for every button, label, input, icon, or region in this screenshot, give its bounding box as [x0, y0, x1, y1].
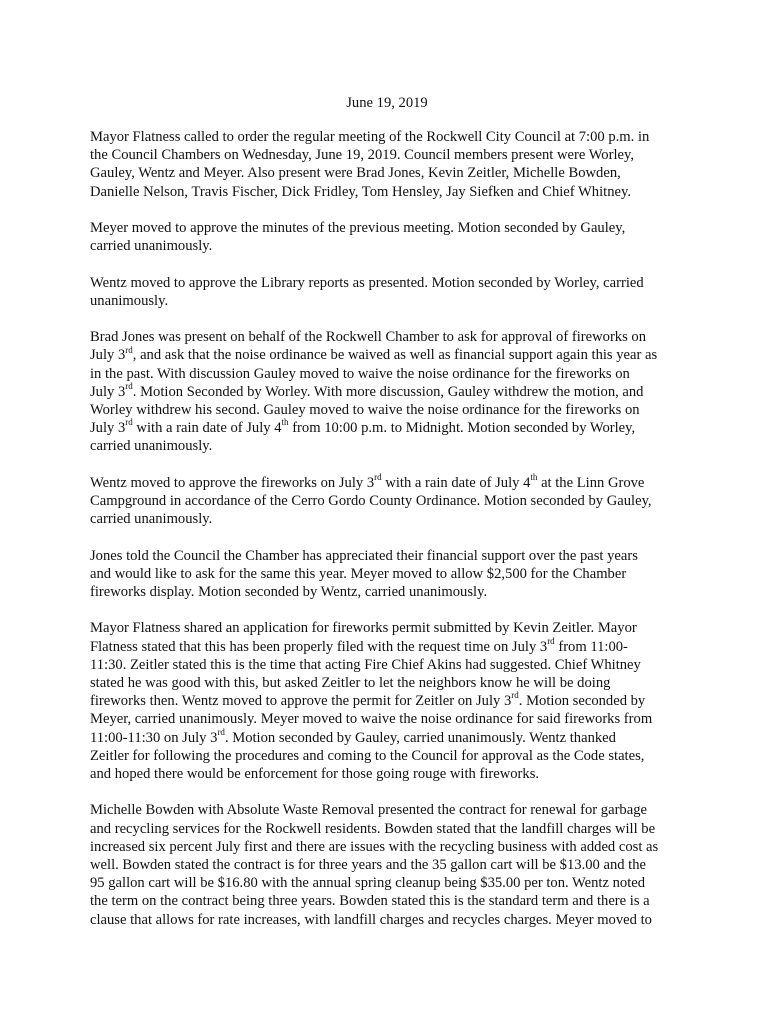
text-line: July 3rd. Motion Seconded by Worley. With more discussion, Gauley withdrew the motion, and	[90, 380, 644, 400]
paragraph	[90, 547, 688, 602]
text-line: Jones told the Council the Chamber has appreciated their financial support over the past years	[90, 547, 638, 564]
text-line: and recycling services for the Rockwell residents. Bowden stated that the landfill charges will be	[90, 820, 656, 837]
paragraph	[90, 219, 688, 255]
ordinal-suffix: th	[530, 471, 538, 482]
paragraph	[90, 274, 688, 310]
text-line: July 3rd, and ask that the noise ordinance be waived as well as financial support again this year as	[90, 344, 658, 364]
text-line: and hoped there would be enforcement for those going rouge with fireworks.	[90, 766, 540, 783]
text-line: carried unanimously.	[90, 238, 213, 255]
text-line: fireworks display. Motion seconded by Wentz, carried unanimously.	[90, 584, 488, 600]
minutes-body	[90, 128, 688, 947]
meeting-date: June 19, 2019	[346, 95, 428, 111]
text-line: clause that allows for rate increases, with landfill charges and recycles charges. Meyer moved to	[90, 911, 652, 928]
text-line: 11:00-11:30 on July 3rd. Motion seconded by Gauley, carried unanimously. Wentz thanked	[90, 726, 616, 746]
text-line: Danielle Nelson, Travis Fischer, Dick Fridley, Tom Hensley, Jay Siefken and Chief Whitney.	[90, 183, 631, 200]
ordinal-suffix: rd	[125, 417, 133, 428]
paragraph	[90, 471, 688, 529]
paragraph	[90, 619, 688, 783]
ordinal-suffix: rd	[217, 726, 225, 737]
paragraph	[90, 328, 688, 455]
text-line: Wentz moved to approve the fireworks on July 3rd with a rain date of July 4th at the Linn Grove	[90, 471, 645, 491]
ordinal-suffix: rd	[125, 344, 133, 355]
text-line: the Council Chambers on Wednesday, June 19, 2019. Council members present were Worley,	[90, 147, 634, 164]
text-line: Michelle Bowden with Absolute Waste Removal presented the contract for renewal for garbage	[90, 802, 647, 819]
text-line: Mayor Flatness shared an application for fireworks permit submitted by Kevin Zeitler. Mayor	[90, 620, 637, 637]
ordinal-suffix: rd	[125, 380, 133, 391]
text-line: stated he was good with this, but asked Zeitler to let the neighbors know he will be doing	[90, 675, 611, 691]
text-line: Mayor Flatness called to order the regular meeting of the Rockwell City Council at 7:00 p.m. in	[90, 129, 650, 145]
paragraph	[90, 801, 688, 928]
text-line: Worley withdrew his second. Gauley moved to waive the noise ordinance for the fireworks on	[90, 402, 640, 418]
text-line: the term on the contract being three years. Bowden stated this is the standard term and there is a	[90, 893, 650, 910]
text-line: Meyer, carried unanimously. Meyer moved to waive the noise ordinance for said fireworks from	[90, 711, 653, 728]
ordinal-suffix: rd	[547, 635, 555, 646]
text-line: Meyer moved to approve the minutes of the previous meeting. Motion seconded by Gauley,	[90, 220, 626, 236]
text-line: Zeitler for following the procedures and coming to the Council for approval as the Code states,	[90, 747, 645, 764]
ordinal-suffix: rd	[374, 471, 382, 482]
text-line: increased six percent July first and there are issues with the recycling business with added cost as	[90, 838, 659, 855]
ordinal-suffix: rd	[511, 690, 519, 701]
text-line: carried unanimously.	[90, 511, 213, 528]
ordinal-suffix: th	[281, 417, 289, 428]
text-line: in the past. With discussion Gauley moved to waive the noise ordinance for the fireworks on	[90, 365, 630, 382]
text-line: carried unanimously.	[90, 438, 213, 455]
paragraph	[90, 128, 688, 201]
text-line: and would like to ask for the same this year. Meyer moved to allow $2,500 for the Chamber	[90, 565, 627, 582]
text-line: well. Bowden stated the contract is for three years and the 35 gallon cart will be $13.00 and the	[90, 857, 647, 874]
text-line: Gauley, Wentz and Meyer. Also present were Brad Jones, Kevin Zeitler, Michelle Bowden,	[90, 165, 621, 182]
text-line: 11:30. Zeitler stated this is the time that acting Fire Chief Akins had suggested. Chief Whitney	[90, 656, 641, 673]
text-line: fireworks then. Wentz moved to approve the permit for Zeitler on July 3rd. Motion seconded by	[90, 690, 646, 710]
text-line: Campground in accordance of the Cerro Gordo County Ordinance. Motion seconded by Gauley,	[90, 493, 652, 509]
text-line: unanimously.	[90, 292, 169, 309]
text-line: Brad Jones was present on behalf of the Rockwell Chamber to ask for approval of fireworks on	[90, 329, 647, 346]
text-line: Flatness stated that this has been properly filed with the request time on July 3rd from 11:00-	[90, 635, 628, 655]
text-line: 95 gallon cart will be $16.80 with the annual spring cleanup being $35.00 per ton. Wentz noted	[90, 875, 646, 892]
text-line: July 3rd with a rain date of July 4th from 10:00 p.m. to Midnight. Motion seconded by Worley,	[90, 417, 636, 437]
text-line: Wentz moved to approve the Library reports as presented. Motion seconded by Worley, carried	[90, 274, 644, 291]
